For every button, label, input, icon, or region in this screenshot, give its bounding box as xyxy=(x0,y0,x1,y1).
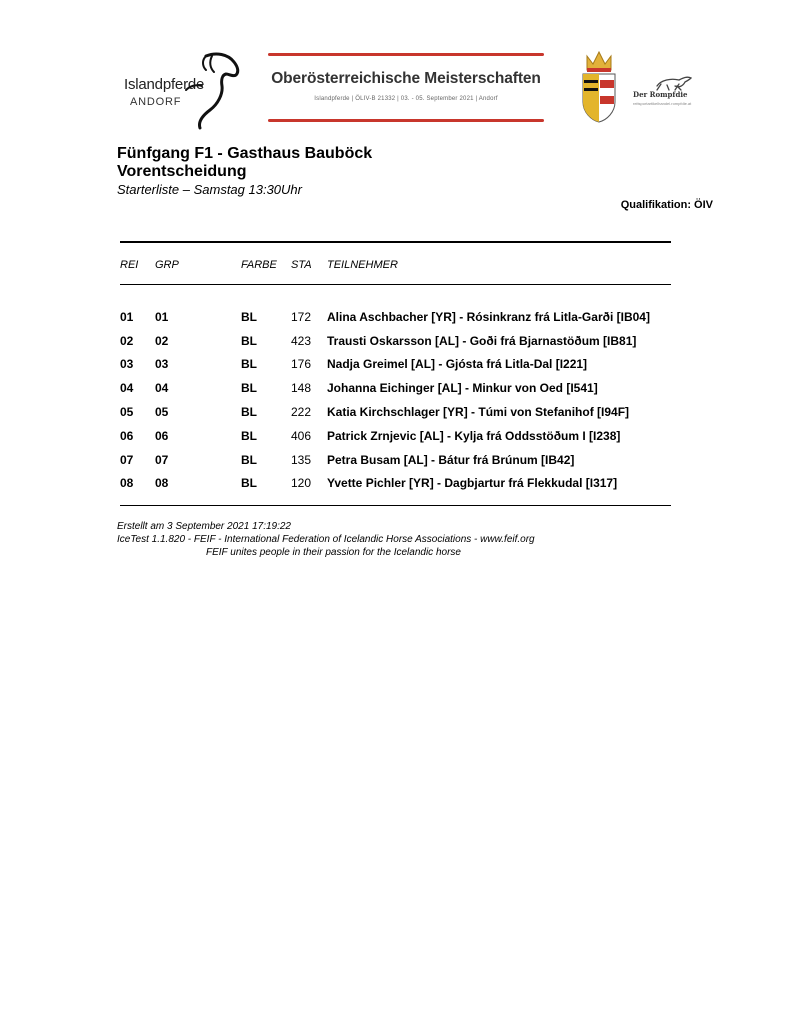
cell-teilnehmer: Trausti Oskarsson [AL] - Goði frá Bjarnastöðum [IB81] xyxy=(327,334,637,348)
cell-sta: 148 xyxy=(291,381,312,395)
cell-rei: 08 xyxy=(120,476,134,490)
banner-bottom-stripe xyxy=(268,119,544,122)
table-row xyxy=(0,381,791,401)
cell-grp: 06 xyxy=(155,429,169,443)
cell-rei: 07 xyxy=(120,453,134,467)
cell-rei: 06 xyxy=(120,429,134,443)
cell-farbe: BL xyxy=(241,334,257,348)
column-header-teilnehmer: TEILNEHMER xyxy=(327,259,398,271)
horse-head-icon xyxy=(176,50,242,130)
cell-teilnehmer: Patrick Zrnjevic [AL] - Kylja frá Oddsstöðum I [I238] xyxy=(327,429,621,443)
column-header-sta: STA xyxy=(291,259,312,271)
cell-rei: 01 xyxy=(120,310,134,324)
club-logo xyxy=(124,50,242,130)
championship-banner xyxy=(268,53,544,123)
cell-teilnehmer: Johanna Eichinger [AL] - Minkur von Oed [I541] xyxy=(327,381,598,395)
cell-teilnehmer: Petra Busam [AL] - Bátur frá Brúnum [IB42] xyxy=(327,453,575,467)
cell-farbe: BL xyxy=(241,381,257,395)
column-header-grp: GRP xyxy=(155,259,179,271)
banner-subtitle: Islandpferde | ÖLIV-B 21332 | 03. - 05. September 2021 | Andorf xyxy=(314,96,498,102)
cell-rei: 03 xyxy=(120,357,134,371)
cell-grp: 02 xyxy=(155,334,169,348)
cell-farbe: BL xyxy=(241,476,257,490)
cell-sta: 172 xyxy=(291,310,312,324)
table-row xyxy=(0,405,791,425)
cell-sta: 120 xyxy=(291,476,312,490)
cell-grp: 08 xyxy=(155,476,169,490)
cell-grp: 04 xyxy=(155,381,169,395)
event-title: Fünfgang F1 - Gasthaus Bauböck xyxy=(117,145,373,162)
cell-farbe: BL xyxy=(241,405,257,419)
cell-farbe: BL xyxy=(241,357,257,371)
cell-sta: 222 xyxy=(291,405,312,419)
cell-grp: 01 xyxy=(155,310,169,324)
created-timestamp: Erstellt am 3 September 2021 17:19:22 xyxy=(117,521,291,532)
cell-grp: 07 xyxy=(155,453,169,467)
cell-sta: 176 xyxy=(291,357,312,371)
cell-teilnehmer: Yvette Pichler [YR] - Dagbjartur frá Flekkudal [I317] xyxy=(327,476,618,490)
table-row xyxy=(0,357,791,377)
table-bottom-divider xyxy=(120,505,671,506)
cell-sta: 135 xyxy=(291,453,312,467)
sponsor-name: Der Rompfdie xyxy=(633,90,688,99)
cell-grp: 03 xyxy=(155,357,169,371)
cell-farbe: BL xyxy=(241,429,257,443)
round-title: Vorentscheidung xyxy=(117,163,247,180)
column-header-farbe: FARBE xyxy=(241,259,277,271)
cell-teilnehmer: Alina Aschbacher [YR] - Rósinkranz frá Litla-Garði [IB04] xyxy=(327,310,650,324)
cell-sta: 423 xyxy=(291,334,312,348)
banner-top-stripe xyxy=(268,53,544,56)
cell-rei: 02 xyxy=(120,334,134,348)
sponsor-url: reitsportartikelhandel.rompfdie.at xyxy=(633,101,692,106)
cell-grp: 05 xyxy=(155,405,169,419)
sponsor-logo xyxy=(631,70,701,114)
table-row xyxy=(0,429,791,449)
club-logo-line2: ANDORF xyxy=(130,96,182,108)
table-top-divider xyxy=(120,241,671,243)
qualification-label: Qualifikation: ÖIV xyxy=(620,199,713,211)
cell-farbe: BL xyxy=(241,453,257,467)
column-header-rei: REI xyxy=(120,259,139,271)
table-row xyxy=(0,334,791,354)
software-credit: IceTest 1.1.820 - FEIF - International Federation of Icelandic Horse Associations - www.feif.org xyxy=(117,534,535,545)
cell-rei: 04 xyxy=(120,381,134,395)
starter-list-label: Starterliste – Samstag 13:30Uhr xyxy=(117,182,302,197)
table-row xyxy=(0,476,791,496)
table-row xyxy=(0,453,791,473)
club-logo-line1: Islandpferde xyxy=(124,76,205,93)
cell-teilnehmer: Nadja Greimel [AL] - Gjósta frá Litla-Dal [I221] xyxy=(327,357,588,371)
table-row xyxy=(0,310,791,330)
feif-slogan: FEIF unites people in their passion for the Icelandic horse xyxy=(206,547,461,558)
cell-sta: 406 xyxy=(291,429,312,443)
banner-title: Oberösterreichische Meisterschaften xyxy=(271,70,541,87)
upper-austria-crest-icon xyxy=(579,50,619,124)
cell-teilnehmer: Katia Kirchschlager [YR] - Túmi von Stefanihof [I94F] xyxy=(327,405,630,419)
cell-farbe: BL xyxy=(241,310,257,324)
galloping-horse-icon xyxy=(631,70,701,92)
table-header-divider xyxy=(120,284,671,285)
cell-rei: 05 xyxy=(120,405,134,419)
